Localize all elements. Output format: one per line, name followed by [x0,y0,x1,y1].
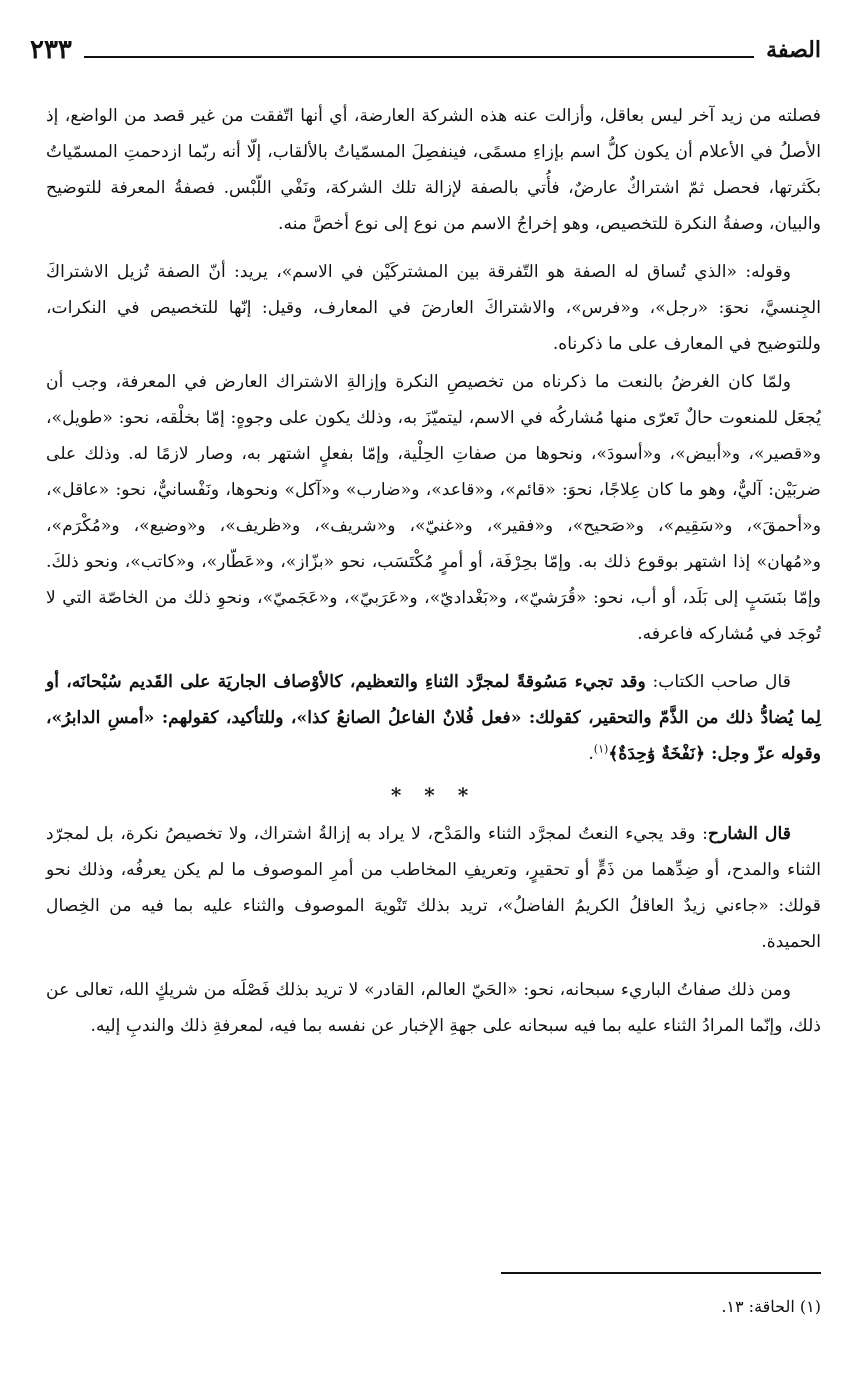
section-separator: * * * [390,783,477,807]
header-rule [84,56,754,58]
paragraph-2: وقوله: «الذي تُساق له الصفة هو التّفرقة بين المشتركَيْن في الاسم»، يريد: أنّ الصفة تُزيل الاشتراكَ الجِنسيَّ، نحوَ: «رجل»، و«فرس»، والاشتراكَ العارضَ في المعارف، وقيل: إنّها للتخصيص في النكرات، وللتوضيح في المعارف على ما ذكرناه. [46,262,821,354]
page-header [30,30,821,70]
paragraph-3: ولمّا كان الغرضُ بالنعت ما ذكرناه من تخصيصِ النكرة وإزالةِ الاشتراك العارض في المعرفة، وجب أن يُجعَل للمنعوت حالٌ تَعرّى منها مُشاركُه في الاسم، ليتميّزَ به، وذلك يكون على وجوهٍ: إمّا بخلْقه، نحو: «طويل»، و«قصير»، و«أبيض»، و«أسودَ»، ونحوها من صفاتِ الحِلْية، وإمّا بفعلٍ اشتهر به، وصار لازمًا له. وذلك على ضربَيْن: آليٌّ، وهو ما كان عِلاجًا، نحوَ: «قائم»، و«قاعد»، و«ضارب» و«آكل» ونحوها، ونَفْسانيٌّ، نحو: «عاقل»، و«أحمقَ»، و«سَقِيم»، و«صَحيح»، و«فقير»، و«غنيّ»، و«شريف»، و«ظريف»، و«وضيع»، و«مُكْرَم»، و«مُهان» إذا اشتهر بوقوع ذلك به. وإمّا بحِرْفَة، أو أمرٍ مُكْتَسَب، نحو «بزّاز»، و«عَطّار»، و«كاتب»، ونحو ذلكَ. وإمّا بنَسَبٍ إلى بَلَد، أو أب، نحو: «قُرَشيّ»، و«بَغْداديّ»، و«عَرَبيّ»، و«عَجَميّ»، ونحوِ ذلك من الخاصّة التي لا تُوجَد في مُشاركه فاعرفه. [46,372,821,644]
author-quote-tail: . [588,744,594,764]
running-title: الصفة [766,37,821,63]
commentary-paragraph-2: ومن ذلك صفاتُ الباريء سبحانه، نحو: «الحَيّ العالم، القادر» لا تريد بذلك فَصْلَه من شريكٍ الله، تعالى عن ذلك، وإنّما المرادُ الثناء عليه بما فيه سبحانه على جهةِ الإخبار عن نفسه بما فيه، لمعرفةِ ذلك والندبِ إليه. [46,980,821,1036]
footnote: (١) الحاقة: ١٣. [721,1297,821,1316]
footnote-rule [501,1272,821,1274]
paragraph-1: فصلته من زيد آخر ليس بعاقل، وأزالت عنه هذه الشركة العارضة، أي أنها اتّفقت من غير قصد من الواضع، إذ الأصلُ في الأعلام أن يكون كلُّ اسم بإزاءِ مسمًى، فينفصِلَ المسمّياتُ بالألقاب، إلّا أنه ربّما ازدحمتِ المسمّياتُ بكَثرتها، فحصل ثمّ اشتراكٌ عارضٌ، فأُتي بالصفة لإزالة تلك الشركة، ونَفْي اللّبْس. فصفةُ المعرفة للتوضيح والبيان، وصفةُ النكرة للتخصيص، وهو إخراجُ الاسم من نوع إلى نوع أخصَّ منه. [46,106,821,234]
author-quote [46,664,821,772]
commentary-label: قال الشارح [707,824,791,844]
page-number: ٢٣٣ [30,35,72,65]
commentary-text-1: : وقد يجيء النعتُ لمجرَّد الثناء والمَدْح، لا يراد به إزالةُ اشتراك، ولا تخصيصُ نكرة، بل لمجرّد الثناء والمدح، أو ضِدِّهما من ذَمٍّ أو تحقيرٍ، وتعريفِ المخاطب من أمرِ الموصوف ما لم يكن يعرفُه، وذلك نحو قولك: «جاءني زيدٌ العاقلُ الكريمُ الفاضلُ»، تريد بذلك تَنْويهَ الموصوف والثناء عليه بما فيه من الخِصال الحميدة. [46,824,821,952]
page-body [46,98,821,1044]
author-quote-intro: قال صاحب الكتاب: [645,672,791,692]
commentary-paragraph-1 [46,816,821,960]
author-quote-text: وقد تجيء مَسُوقةً لمجرَّد الثناءِ والتعظيم، كالأوْصاف الجاريَة على القَديم سُبْحانَه، أو لِما يُضادُّ ذلك من الذَّمّ والتحقير، كقولك: «فعل فُلانٌ الفاعلُ الصانعُ كذا»، وللتأكيد، كقولهم: «أمسِ الدابرُ»، وقوله عزّ وجل: ﴿نَفْخَةٌ وَٰحِدَةٌ﴾ [46,672,821,764]
footnote-marker: (١) [593,742,609,756]
